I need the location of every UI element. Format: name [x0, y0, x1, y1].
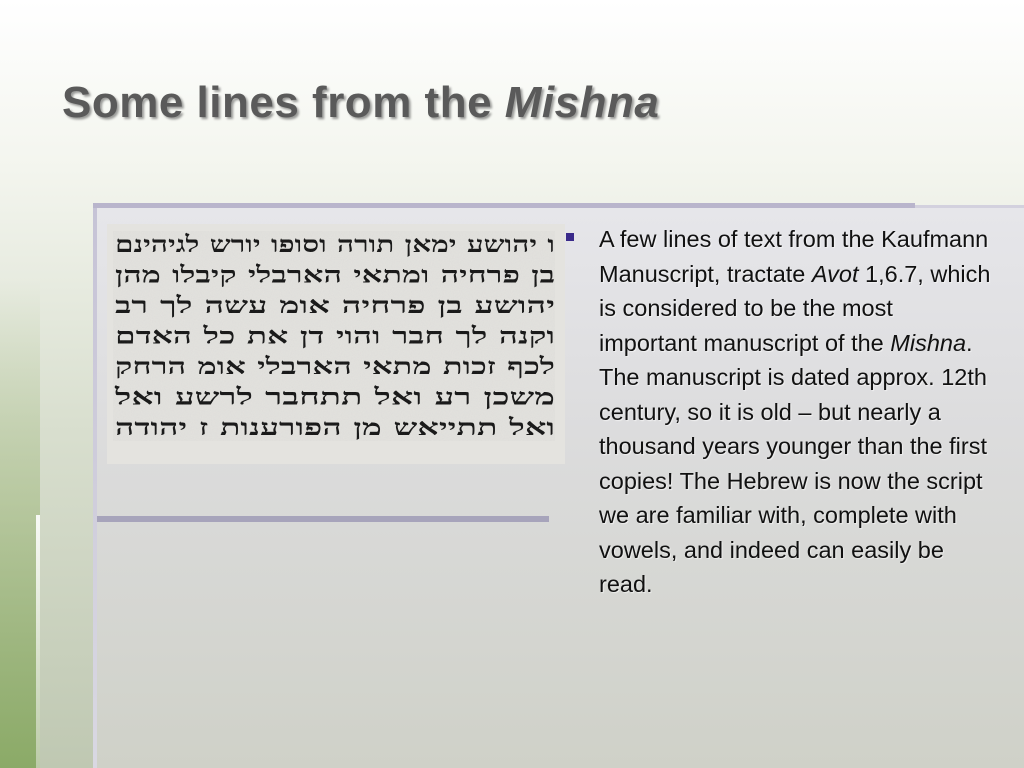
bullet-text-1: A few lines of text from the Kaufmann Manuscript, tractate: [599, 226, 989, 287]
title-prefix: Some lines from the: [62, 78, 505, 127]
frame-vertical-line: [93, 205, 97, 768]
frame-top-line-extension: [915, 205, 1024, 208]
bullet-text-2: 1,6.7, which is considered to be the most important manuscript of the: [599, 260, 991, 356]
manuscript-line: בן פרחיה ומתאי הארבלי קיבלו מהן: [115, 261, 555, 289]
manuscript-line: יהושע בן פרחיה אומ עשה לך רב: [115, 292, 555, 319]
slide-title: [62, 78, 659, 128]
manuscript-line: ואל תתייאש מן הפורענות ז יהודה: [115, 414, 555, 441]
left-decorative-band: [0, 280, 40, 768]
bullet-paragraph: [566, 222, 996, 602]
image-bottom-rule: [97, 516, 549, 522]
manuscript-line: וקנה לך חבר והוי דן את כל האדם: [115, 322, 555, 350]
manuscript-line: ו יהושע ימאן תורה וסופו יורש לגיהינם: [115, 231, 555, 258]
left-decorative-stripe: [36, 515, 40, 768]
manuscript-svg: [107, 224, 565, 464]
bullet-body: [599, 222, 996, 602]
bullet-italic-mishna: Mishna: [890, 329, 967, 356]
manuscript-line: משכן רע ואל תתחבר לרשע ואל: [113, 383, 555, 411]
bullet-text-3: . The manuscript is dated approx. 12th century, so it is old – but nearly a thousand years younger than the first copies! The Hebrew is now the script we are familiar with, complete with vowels, and indeed can easily be read.: [599, 329, 987, 597]
frame-top-line: [93, 203, 915, 208]
manuscript-line: לכף זכות מתאי הארבלי אומ הרחק: [115, 353, 555, 380]
title-italic: Mishna: [504, 78, 660, 127]
bullet-italic-avot: Avot: [811, 260, 859, 287]
manuscript-image: [107, 224, 565, 464]
